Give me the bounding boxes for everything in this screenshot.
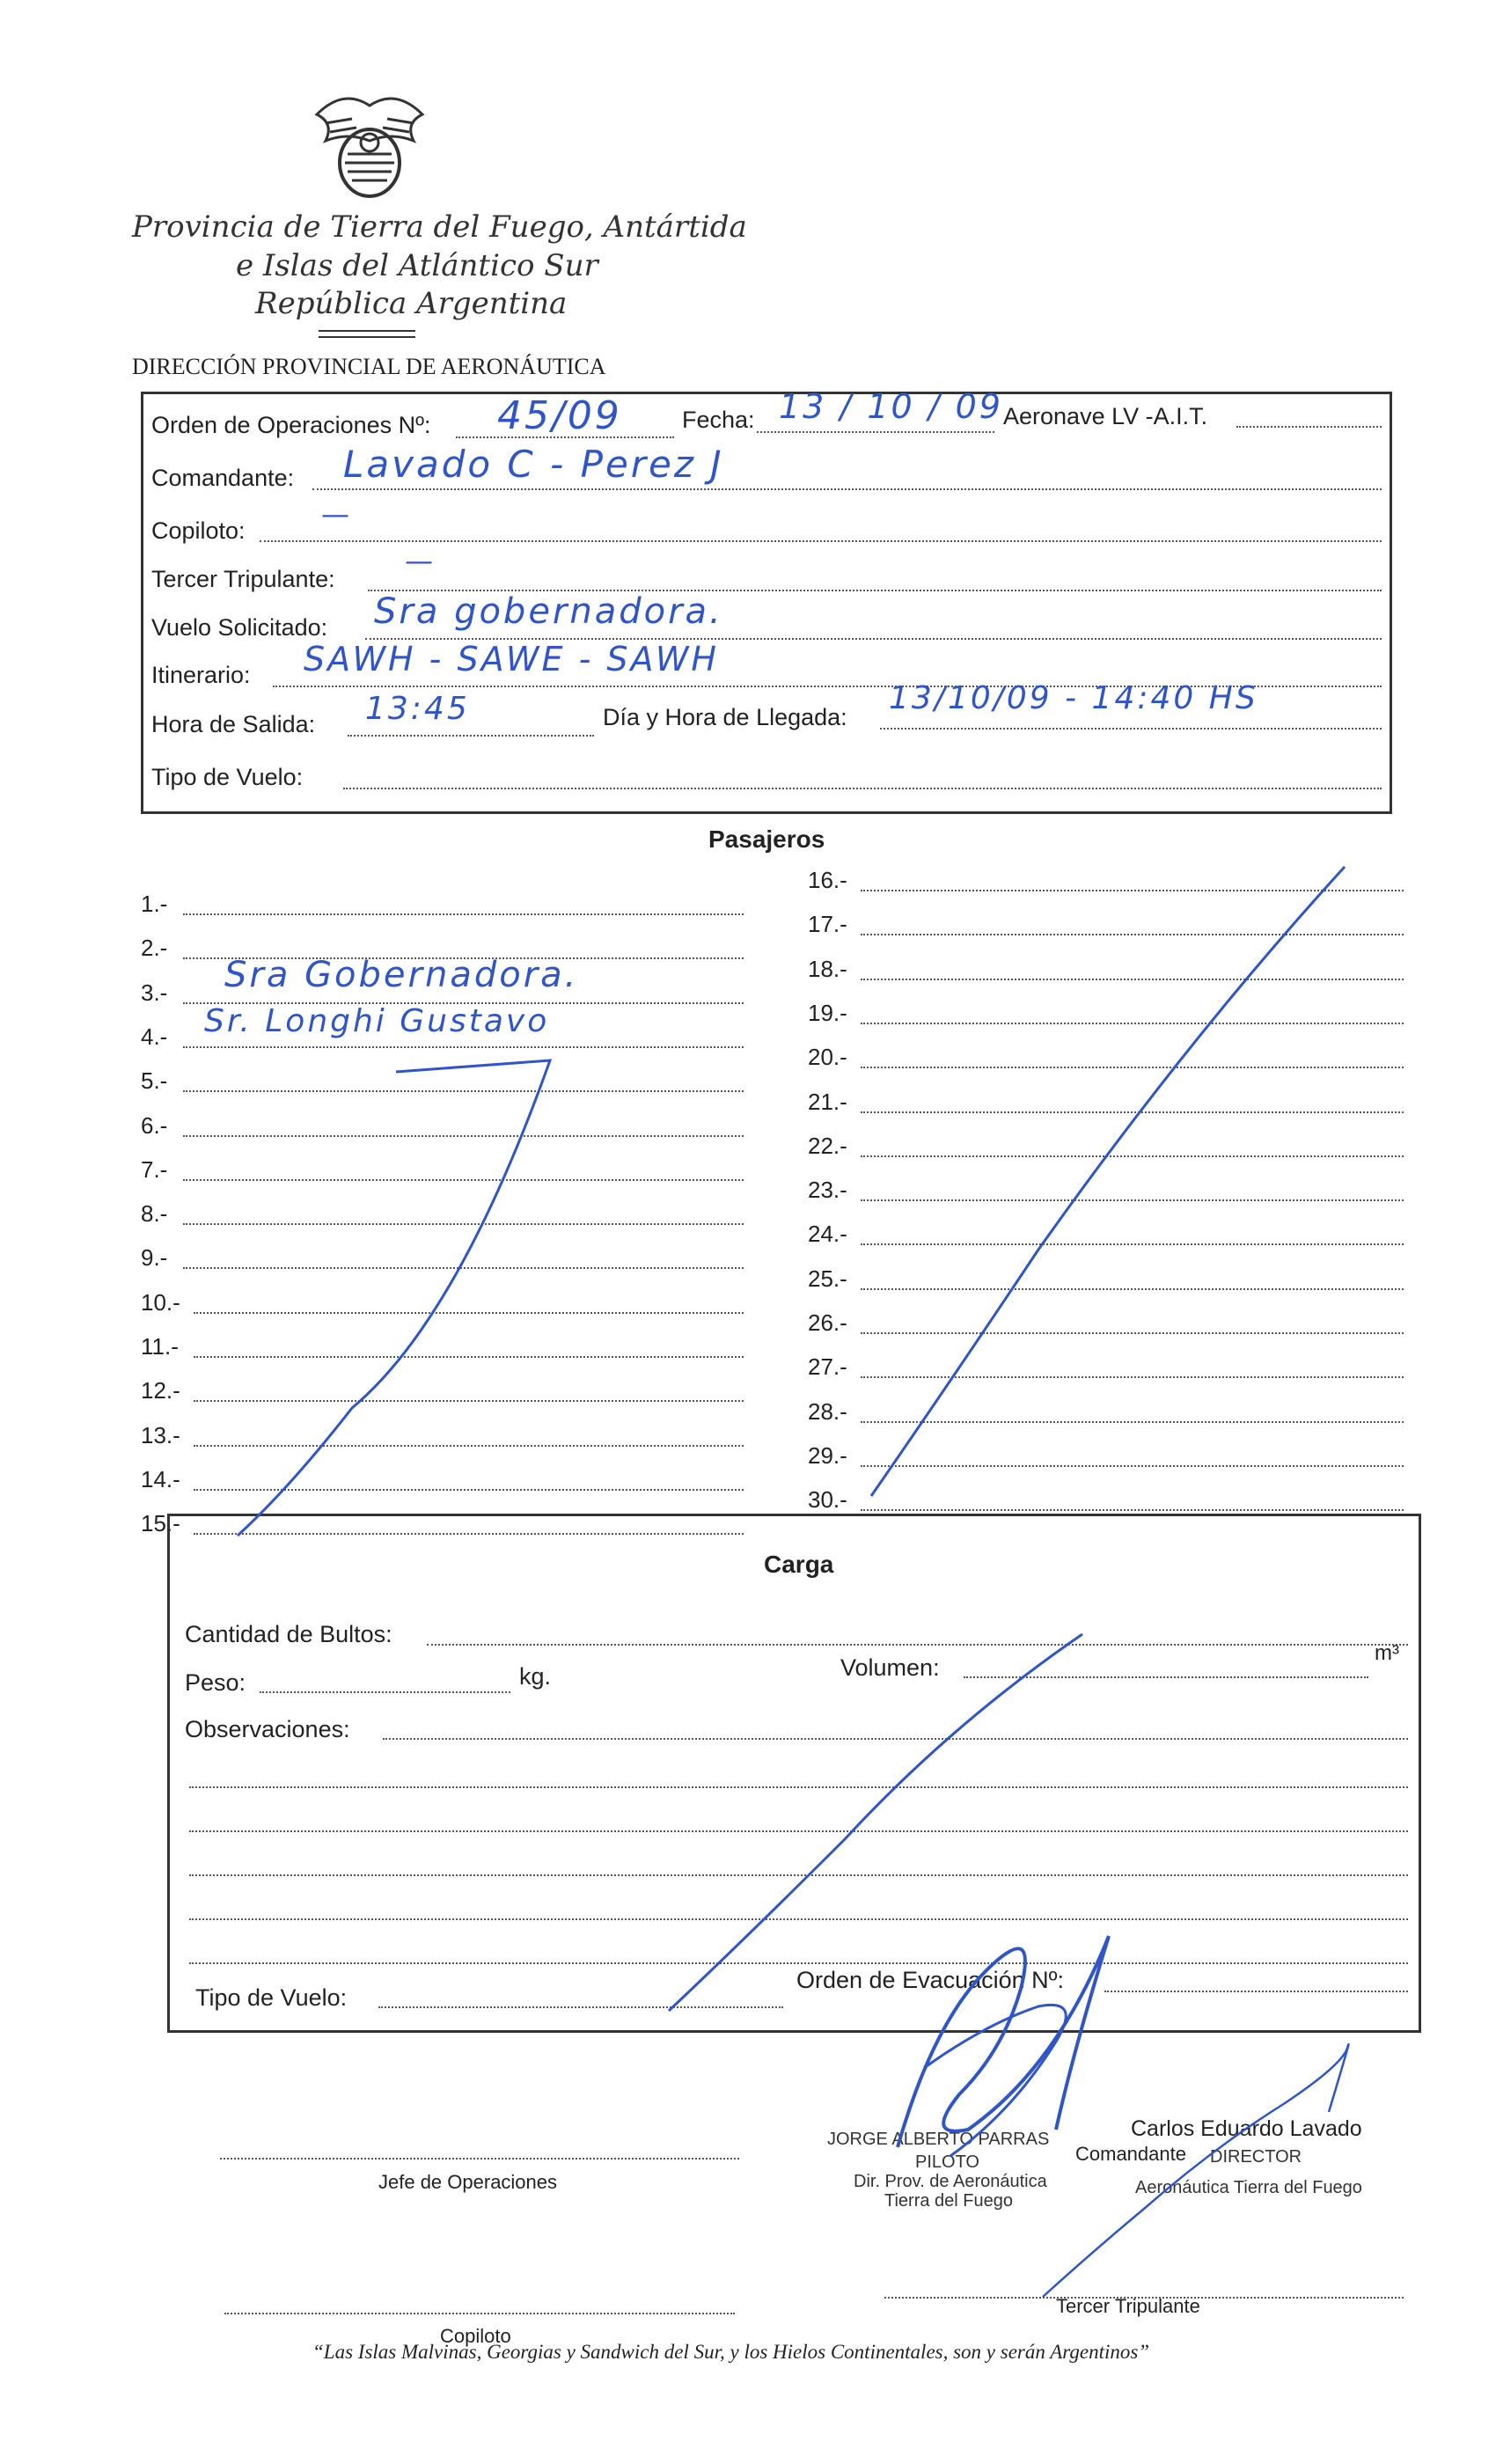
- passenger-row-line: [861, 979, 1404, 980]
- tercer-tripulante-value: —: [405, 544, 436, 577]
- passenger-row-number: 28.-: [808, 1397, 847, 1425]
- passenger-row-number: 8.-: [141, 1200, 168, 1228]
- order-box: [141, 392, 1392, 814]
- header-divider-2: [319, 336, 415, 338]
- passenger-row-number: 17.-: [808, 911, 847, 938]
- passenger-row-number: 20.-: [808, 1044, 847, 1071]
- passenger-row-line: [861, 1111, 1404, 1113]
- llegada-label: Día y Hora de Llegada:: [603, 704, 847, 730]
- passenger-row-number: 22.-: [808, 1132, 847, 1159]
- provincial-crest-icon: [308, 88, 431, 202]
- fecha-value: 13 / 10 / 09: [779, 387, 1003, 426]
- passenger-row-number: 5.-: [141, 1067, 168, 1095]
- passenger-row-number: 19.-: [808, 999, 847, 1026]
- stamp-director-role: DIRECTOR: [1210, 2147, 1302, 2167]
- passenger-row-line: [861, 1023, 1404, 1024]
- hora-salida-value: 13:45: [365, 691, 470, 727]
- volumen-unit: m³: [1375, 1641, 1399, 1665]
- comandante-value: Lavado C - Perez J: [343, 443, 724, 486]
- pasajeros-title: Pasajeros: [708, 825, 825, 853]
- header-divider: [319, 330, 415, 332]
- passenger-row-number: 25.-: [808, 1265, 847, 1292]
- copiloto-label: Copiloto:: [151, 517, 246, 544]
- vuelo-solicitado-label: Vuelo Solicitado:: [151, 614, 328, 641]
- evacuacion-label: Orden de Evacuación Nº:: [796, 1967, 1065, 1993]
- aeronave-label: Aeronave LV -A.I.T.: [1003, 403, 1208, 429]
- carga-tipo-vuelo-label: Tipo de Vuelo:: [195, 1984, 348, 2011]
- passenger-3-name: Sra Gobernadora.: [224, 955, 579, 995]
- footer-motto: “Las Islas Malvinas, Georgias y Sandwich del Sur, y los Hielos Continentales, son y serán Argentinos”: [312, 2341, 1150, 2363]
- llegada-value: 13/10/09 - 14:40 HS: [889, 680, 1258, 716]
- passenger-row-number: 10.-: [141, 1288, 180, 1316]
- passenger-row-number: 14.-: [141, 1465, 180, 1492]
- stamp-director-dept: Aeronáutica Tierra del Fuego: [1135, 2178, 1362, 2197]
- copiloto-signature-label: Copiloto: [440, 2325, 511, 2347]
- passenger-row-line: [183, 1046, 744, 1048]
- passenger-row-number: 27.-: [808, 1353, 847, 1381]
- orden-value: 45/09: [497, 393, 622, 438]
- peso-unit: kg.: [519, 1663, 552, 1690]
- hora-salida-label: Hora de Salida:: [151, 711, 316, 737]
- itinerario-value: SAWH - SAWE - SAWH: [304, 640, 719, 678]
- passenger-row-line: [861, 1509, 1404, 1511]
- passenger-row-line: [861, 1465, 1404, 1467]
- passenger-row-number: 1.-: [141, 891, 168, 917]
- passenger-row-line: [183, 1223, 744, 1225]
- tercer-tripulante-label: Tercer Tripulante:: [151, 566, 335, 592]
- passenger-row-number: 13.-: [141, 1421, 180, 1448]
- passenger-row-line: [861, 1155, 1404, 1157]
- tipo-vuelo-label: Tipo de Vuelo:: [151, 764, 304, 790]
- passenger-4-name: Sr. Longhi Gustavo: [204, 1003, 550, 1039]
- department-name: DIRECCIÓN PROVINCIAL DE AERONÁUTICA: [132, 354, 606, 379]
- passenger-row-line: [183, 1135, 744, 1137]
- strike-line-left: [238, 1060, 550, 1536]
- passenger-row-line: [194, 1356, 744, 1358]
- carga-title: Carga: [764, 1551, 834, 1578]
- passenger-row-number: 9.-: [141, 1244, 168, 1272]
- passenger-row-number: 2.-: [141, 935, 168, 962]
- passenger-row-line: [183, 1179, 744, 1181]
- itinerario-label: Itinerario:: [151, 662, 251, 688]
- passenger-row-line: [861, 1421, 1404, 1423]
- passenger-row-number: 6.-: [141, 1111, 168, 1139]
- passenger-row-line: [861, 1332, 1404, 1334]
- passenger-row-line: [194, 1445, 744, 1447]
- orden-label: Orden de Operaciones Nº:: [151, 412, 431, 438]
- volumen-label: Volumen:: [840, 1654, 940, 1681]
- tercer-signature-label: Tercer Tripulante: [1056, 2295, 1200, 2317]
- passenger-row-line: [861, 1376, 1404, 1378]
- province-line-2: e Islas del Atlántico Sur: [236, 248, 598, 283]
- passenger-row-number: 21.-: [808, 1088, 847, 1115]
- strike-line-right: [871, 867, 1345, 1496]
- stamp-pilot-name: JORGE ALBERTO PARRAS: [827, 2130, 1050, 2149]
- passenger-row-number: 11.-: [141, 1333, 179, 1360]
- signature-scrawl-3: [1043, 2044, 1349, 2297]
- passenger-row-line: [861, 1067, 1404, 1068]
- comandante-signature-label: Comandante: [1075, 2143, 1186, 2165]
- passenger-row-number: 18.-: [808, 955, 847, 982]
- passenger-row-line: [861, 1199, 1404, 1201]
- passenger-row-number: 7.-: [141, 1155, 168, 1183]
- stamp-pilot-province: Tierra del Fuego: [884, 2191, 1013, 2211]
- province-line-1: Provincia de Tierra del Fuego, Antártida: [132, 209, 747, 245]
- vuelo-solicitado-value: Sra gobernadora.: [374, 591, 723, 632]
- comandante-label: Comandante:: [151, 465, 295, 491]
- passenger-row-line: [194, 1400, 744, 1402]
- passenger-row-number: 24.-: [808, 1221, 847, 1248]
- stamp-pilot-dept: Dir. Prov. de Aeronáutica: [854, 2172, 1047, 2191]
- passenger-row-line: [861, 1288, 1404, 1290]
- carga-box: [167, 1514, 1421, 2033]
- fecha-label: Fecha:: [682, 407, 755, 433]
- province-line-3: República Argentina: [255, 286, 568, 321]
- passenger-row-number: 4.-: [141, 1023, 168, 1050]
- copiloto-value: —: [321, 497, 352, 531]
- passenger-row-line: [861, 934, 1404, 935]
- passenger-row-line: [183, 1090, 744, 1092]
- passenger-row-line: [861, 1243, 1404, 1245]
- bultos-label: Cantidad de Bultos:: [185, 1621, 392, 1647]
- passenger-row-number: 12.-: [141, 1377, 180, 1404]
- passenger-row-number: 30.-: [808, 1486, 847, 1514]
- passenger-row-line: [194, 1489, 744, 1491]
- passenger-row-line: [183, 1267, 744, 1269]
- passenger-row-line: [194, 1312, 744, 1314]
- peso-label: Peso:: [185, 1669, 246, 1696]
- passenger-row-number: 15.-: [141, 1510, 180, 1537]
- passenger-row-number: 23.-: [808, 1177, 847, 1204]
- observaciones-label: Observaciones:: [185, 1716, 350, 1742]
- passenger-row-number: 26.-: [808, 1309, 847, 1336]
- passenger-row-number: 3.-: [141, 979, 168, 1006]
- stamp-pilot-role: PILOTO: [915, 2152, 979, 2172]
- stamp-director-name: Carlos Eduardo Lavado: [1131, 2116, 1362, 2141]
- passenger-row-number: 16.-: [808, 867, 847, 893]
- passenger-row-number: 29.-: [808, 1441, 847, 1469]
- passenger-row-line: [183, 913, 744, 915]
- jefe-operaciones-label: Jefe de Operaciones: [378, 2171, 558, 2193]
- passenger-row-line: [861, 890, 1404, 891]
